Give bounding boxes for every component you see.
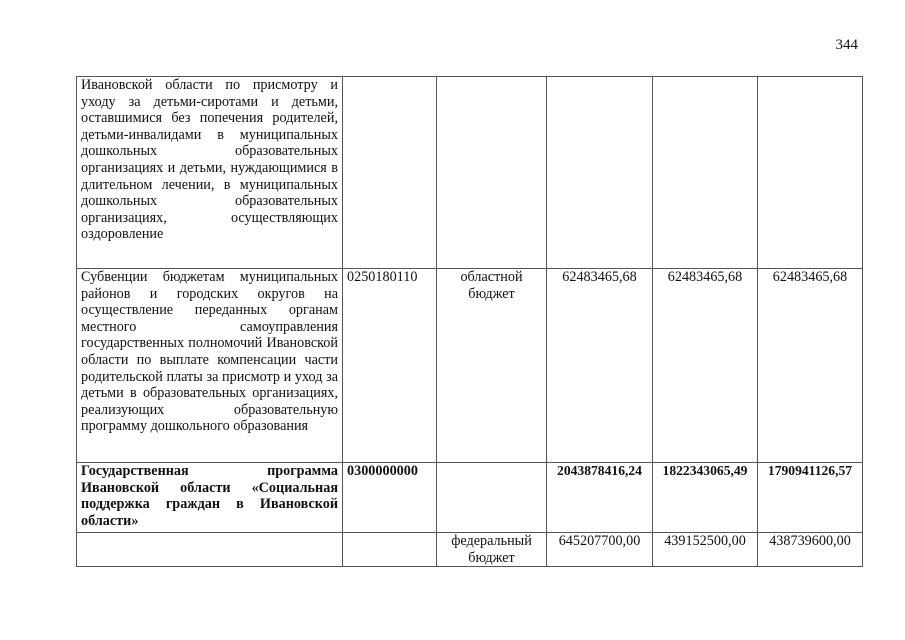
row-code-cell: 0250180110 (343, 269, 437, 463)
row-source-cell: областной бюджет (437, 269, 547, 463)
row-value-3-cell: 438739600,00 (758, 533, 863, 567)
table-row (77, 533, 863, 567)
row-value-2-cell: 1822343065,49 (653, 463, 758, 533)
row-name-cell: Государственная программа Ивановской области «Социальная поддержка граждан в Ивановской области» (77, 463, 343, 533)
table-row (77, 77, 863, 269)
row-name-cell: Субвенции бюджетам муниципальных районов и городских округов на осуществление переданных органам местного самоуправления государственных полномочий Ивановской области по выплате компенсации части родительской платы за присмотр и уход за детьми в образовательных организациях, реализующих образовательную программу дошкольного образования (77, 269, 343, 463)
row-name-cell (77, 533, 343, 567)
row-source-cell (437, 463, 547, 533)
row-value-1-cell: 62483465,68 (547, 269, 653, 463)
page-number: 344 (835, 37, 858, 53)
row-value-3-cell: 62483465,68 (758, 269, 863, 463)
row-value-2-cell: 439152500,00 (653, 533, 758, 567)
row-value-2-cell (653, 77, 758, 269)
row-value-1-cell: 645207700,00 (547, 533, 653, 567)
row-value-1-cell: 2043878416,24 (547, 463, 653, 533)
row-source-cell: федеральный бюджет (437, 533, 547, 567)
table-row (77, 463, 863, 533)
row-value-3-cell (758, 77, 863, 269)
row-name-cell: Ивановской области по присмотру и уходу за детьми-сиротами и детьми, оставшимися без попечения родителей, детьми-инвалидами в муниципальных дошкольных образовательных организациях и детьми, нуждающимися в длительном лечении, в муниципальных дошкольных образовательных организациях, осуществляющих оздоровление (77, 77, 343, 269)
row-source-cell (437, 77, 547, 269)
table-row (77, 269, 863, 463)
row-value-1-cell (547, 77, 653, 269)
row-value-2-cell: 62483465,68 (653, 269, 758, 463)
row-value-3-cell: 1790941126,57 (758, 463, 863, 533)
budget-table (76, 76, 863, 567)
row-code-cell: 0300000000 (343, 463, 437, 533)
row-code-cell (343, 77, 437, 269)
row-code-cell (343, 533, 437, 567)
